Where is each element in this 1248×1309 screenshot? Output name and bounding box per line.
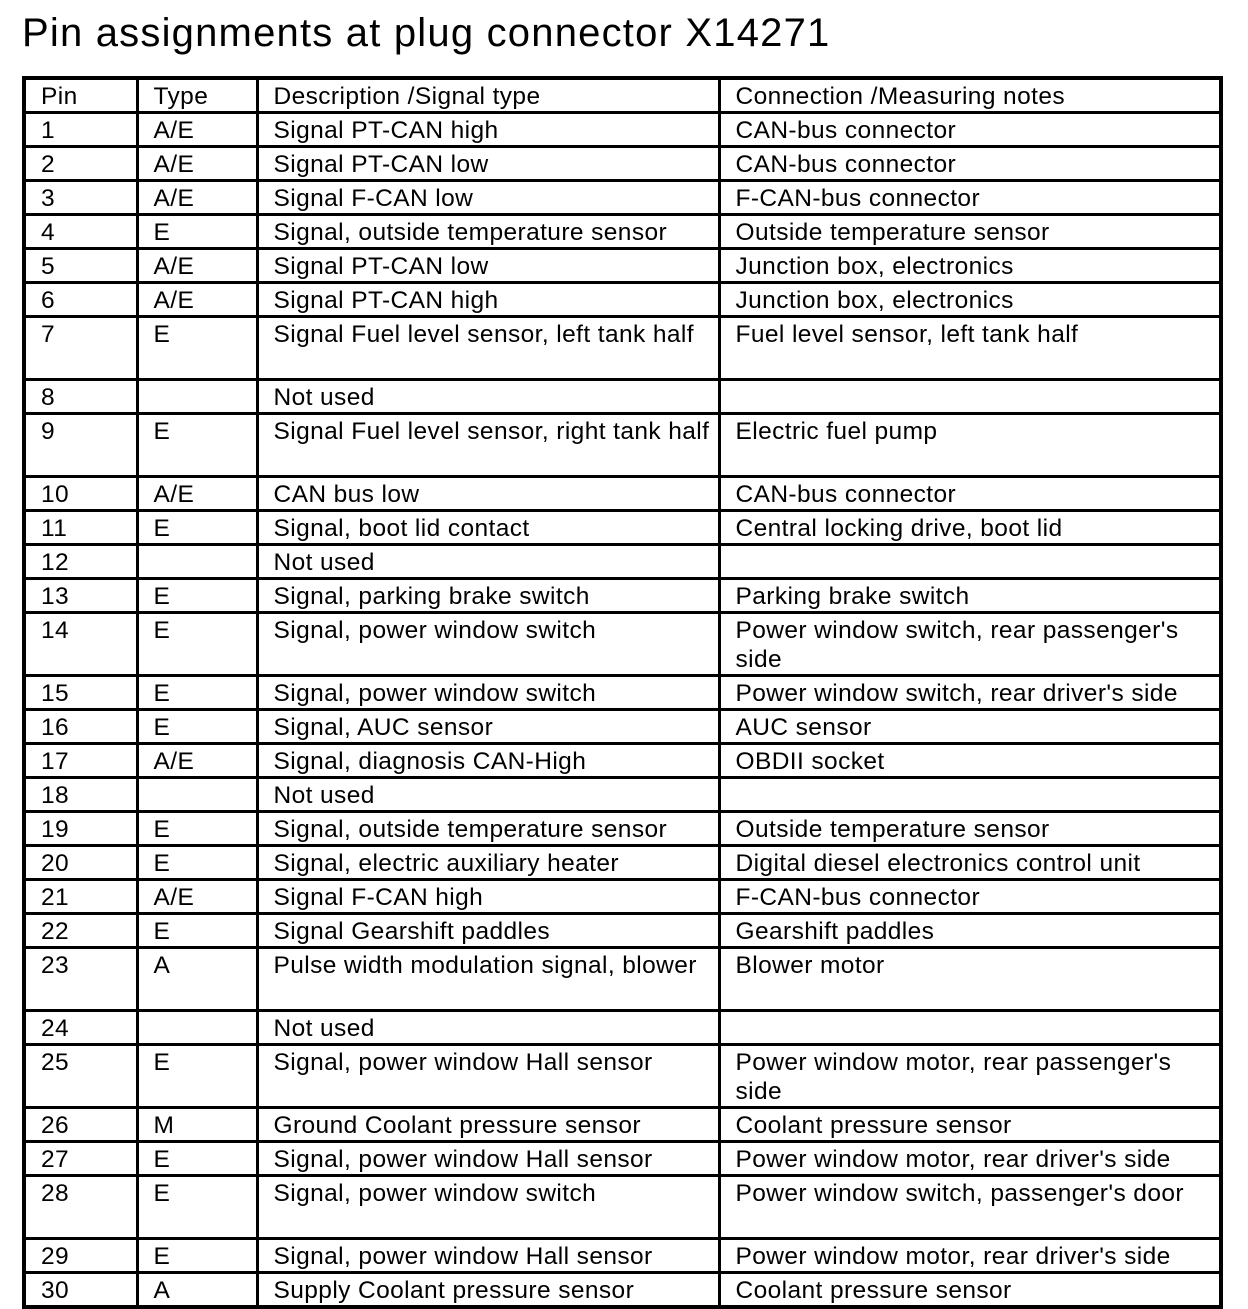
connection-cell: CAN-bus connector: [719, 477, 1221, 511]
type-cell: E: [137, 1142, 257, 1176]
type-cell: E: [137, 676, 257, 710]
type-cell: E: [137, 613, 257, 676]
pin-cell: 10: [24, 477, 137, 511]
table-row: [24, 710, 1221, 744]
description-cell: Signal, power window switch: [257, 676, 719, 710]
description-cell: Signal, power window Hall sensor: [257, 1142, 719, 1176]
table-row: [24, 613, 1221, 676]
pin-cell: 22: [24, 914, 137, 948]
table-row: [24, 1045, 1221, 1108]
table-row: [24, 1142, 1221, 1176]
connection-cell: Gearshift paddles: [719, 914, 1221, 948]
pin-cell: 25: [24, 1045, 137, 1108]
description-cell: Signal F-CAN low: [257, 181, 719, 215]
description-cell: Signal PT-CAN high: [257, 113, 719, 147]
description-cell: Signal, outside temperature sensor: [257, 215, 719, 249]
pin-cell: 27: [24, 1142, 137, 1176]
pin-cell: 16: [24, 710, 137, 744]
type-cell: E: [137, 579, 257, 613]
table-row: [24, 676, 1221, 710]
description-cell: CAN bus low: [257, 477, 719, 511]
pin-cell: 7: [24, 317, 137, 380]
type-cell: E: [137, 317, 257, 380]
pin-cell: 4: [24, 215, 137, 249]
pin-cell: 3: [24, 181, 137, 215]
table-row: [24, 477, 1221, 511]
pin-cell: 24: [24, 1011, 137, 1045]
type-cell: A/E: [137, 113, 257, 147]
type-cell: E: [137, 1176, 257, 1239]
table-row: [24, 1176, 1221, 1239]
connection-cell: Fuel level sensor, left tank half: [719, 317, 1221, 380]
table-row: [24, 778, 1221, 812]
type-cell: A/E: [137, 283, 257, 317]
connection-cell: [719, 778, 1221, 812]
table-row: [24, 380, 1221, 414]
table-row: [24, 414, 1221, 477]
type-cell: A/E: [137, 181, 257, 215]
description-cell: Signal PT-CAN low: [257, 249, 719, 283]
description-cell: Not used: [257, 545, 719, 579]
table-row: [24, 249, 1221, 283]
pin-cell: 6: [24, 283, 137, 317]
connection-cell: Power window switch, rear passenger's side: [719, 613, 1221, 676]
description-cell: Signal Gearshift paddles: [257, 914, 719, 948]
description-cell: Signal, power window Hall sensor: [257, 1239, 719, 1273]
pin-cell: 20: [24, 846, 137, 880]
connection-cell: F-CAN-bus connector: [719, 181, 1221, 215]
connection-cell: Digital diesel electronics control unit: [719, 846, 1221, 880]
pin-cell: 26: [24, 1108, 137, 1142]
table-row: [24, 1011, 1221, 1045]
pin-cell: 28: [24, 1176, 137, 1239]
description-cell: Supply Coolant pressure sensor: [257, 1273, 719, 1308]
pin-cell: 15: [24, 676, 137, 710]
table-row: [24, 880, 1221, 914]
description-cell: Signal, power window Hall sensor: [257, 1045, 719, 1108]
connection-cell: Parking brake switch: [719, 579, 1221, 613]
type-cell: E: [137, 710, 257, 744]
header-connection: Connection /Measuring notes: [719, 78, 1221, 113]
type-cell: A: [137, 1273, 257, 1308]
description-cell: Signal, outside temperature sensor: [257, 812, 719, 846]
connection-cell: Power window motor, rear passenger's side: [719, 1045, 1221, 1108]
table-row: [24, 113, 1221, 147]
connection-cell: Junction box, electronics: [719, 249, 1221, 283]
connection-cell: Junction box, electronics: [719, 283, 1221, 317]
type-cell: E: [137, 215, 257, 249]
description-cell: Not used: [257, 1011, 719, 1045]
table-row: [24, 914, 1221, 948]
table-row: [24, 1239, 1221, 1273]
connection-cell: CAN-bus connector: [719, 113, 1221, 147]
pin-cell: 1: [24, 113, 137, 147]
table-row: [24, 511, 1221, 545]
table-row: [24, 1273, 1221, 1308]
table-row: [24, 579, 1221, 613]
pin-cell: 2: [24, 147, 137, 181]
connection-cell: OBDII socket: [719, 744, 1221, 778]
description-cell: Signal Fuel level sensor, right tank half: [257, 414, 719, 477]
type-cell: E: [137, 1239, 257, 1273]
connection-cell: AUC sensor: [719, 710, 1221, 744]
description-cell: Signal PT-CAN low: [257, 147, 719, 181]
description-cell: Ground Coolant pressure sensor: [257, 1108, 719, 1142]
table-row: [24, 1108, 1221, 1142]
pin-cell: 5: [24, 249, 137, 283]
description-cell: Not used: [257, 380, 719, 414]
table-row: [24, 147, 1221, 181]
pin-cell: 17: [24, 744, 137, 778]
pin-cell: 13: [24, 579, 137, 613]
header-pin: Pin: [24, 78, 137, 113]
pin-cell: 12: [24, 545, 137, 579]
pin-cell: 18: [24, 778, 137, 812]
header-description: Description /Signal type: [257, 78, 719, 113]
type-cell: [137, 1011, 257, 1045]
connection-cell: Outside temperature sensor: [719, 812, 1221, 846]
type-cell: A/E: [137, 249, 257, 283]
type-cell: [137, 545, 257, 579]
type-cell: [137, 380, 257, 414]
description-cell: Signal F-CAN high: [257, 880, 719, 914]
pin-cell: 21: [24, 880, 137, 914]
connection-cell: Power window motor, rear driver's side: [719, 1142, 1221, 1176]
pin-cell: 19: [24, 812, 137, 846]
table-row: [24, 812, 1221, 846]
type-cell: A: [137, 948, 257, 1011]
description-cell: Signal, diagnosis CAN-High: [257, 744, 719, 778]
connection-cell: Power window switch, passenger's door: [719, 1176, 1221, 1239]
pin-cell: 23: [24, 948, 137, 1011]
table-row: [24, 846, 1221, 880]
connection-cell: Outside temperature sensor: [719, 215, 1221, 249]
type-cell: A/E: [137, 147, 257, 181]
description-cell: Pulse width modulation signal, blower: [257, 948, 719, 1011]
connection-cell: [719, 545, 1221, 579]
connection-cell: Blower motor: [719, 948, 1221, 1011]
pin-cell: 30: [24, 1273, 137, 1308]
description-cell: Not used: [257, 778, 719, 812]
header-type: Type: [137, 78, 257, 113]
pin-cell: 14: [24, 613, 137, 676]
type-cell: E: [137, 812, 257, 846]
type-cell: E: [137, 914, 257, 948]
page-title: Pin assignments at plug connector X14271: [22, 11, 831, 55]
connection-cell: Central locking drive, boot lid: [719, 511, 1221, 545]
description-cell: Signal, parking brake switch: [257, 579, 719, 613]
connection-cell: Electric fuel pump: [719, 414, 1221, 477]
type-cell: E: [137, 1045, 257, 1108]
pin-cell: 8: [24, 380, 137, 414]
type-cell: E: [137, 414, 257, 477]
description-cell: Signal, AUC sensor: [257, 710, 719, 744]
table-header-row: [24, 78, 1221, 113]
pin-cell: 9: [24, 414, 137, 477]
connection-cell: F-CAN-bus connector: [719, 880, 1221, 914]
table-row: [24, 948, 1221, 1011]
connection-cell: Coolant pressure sensor: [719, 1108, 1221, 1142]
connection-cell: [719, 380, 1221, 414]
description-cell: Signal, power window switch: [257, 613, 719, 676]
description-cell: Signal Fuel level sensor, left tank half: [257, 317, 719, 380]
type-cell: M: [137, 1108, 257, 1142]
description-cell: Signal, boot lid contact: [257, 511, 719, 545]
type-cell: A/E: [137, 477, 257, 511]
table-row: [24, 317, 1221, 380]
pin-cell: 11: [24, 511, 137, 545]
connection-cell: Power window motor, rear driver's side: [719, 1239, 1221, 1273]
table-row: [24, 215, 1221, 249]
description-cell: Signal PT-CAN high: [257, 283, 719, 317]
type-cell: A/E: [137, 880, 257, 914]
pin-assignment-table: [22, 76, 1223, 1309]
description-cell: Signal, electric auxiliary heater: [257, 846, 719, 880]
type-cell: A/E: [137, 744, 257, 778]
connection-cell: Power window switch, rear driver's side: [719, 676, 1221, 710]
type-cell: [137, 778, 257, 812]
connection-cell: Coolant pressure sensor: [719, 1273, 1221, 1308]
connection-cell: CAN-bus connector: [719, 147, 1221, 181]
connection-cell: [719, 1011, 1221, 1045]
table-row: [24, 545, 1221, 579]
type-cell: E: [137, 846, 257, 880]
table-row: [24, 283, 1221, 317]
description-cell: Signal, power window switch: [257, 1176, 719, 1239]
type-cell: E: [137, 511, 257, 545]
table-row: [24, 744, 1221, 778]
pin-cell: 29: [24, 1239, 137, 1273]
table-row: [24, 181, 1221, 215]
